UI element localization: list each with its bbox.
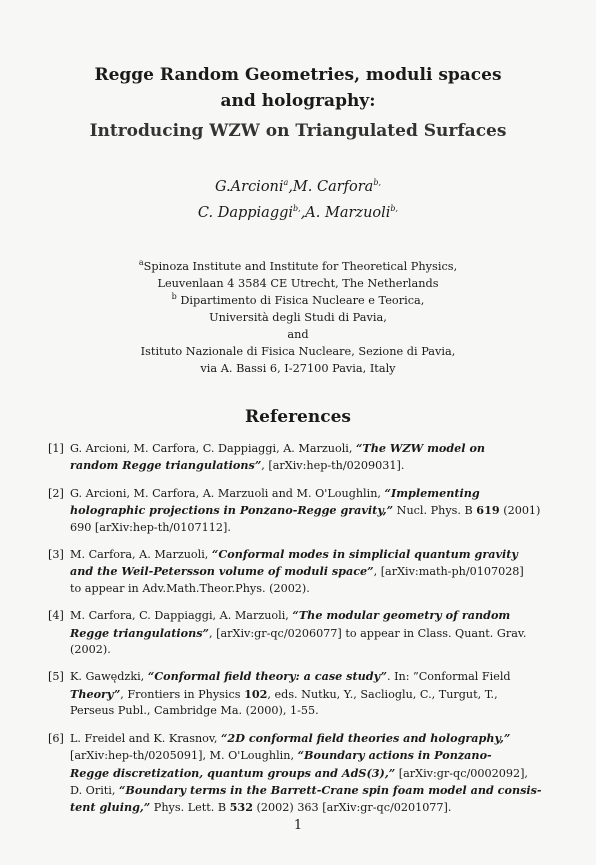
- reference-volume: 102: [244, 686, 268, 701]
- reference-number: [4]: [48, 609, 64, 623]
- reference-3: [48, 546, 548, 597]
- reference-text: Perseus Publ., Cambridge Ma. (2000), 1-55.: [70, 704, 319, 718]
- reference-title: “2D conformal field theories and holography,”: [221, 730, 511, 745]
- author-sup: a: [283, 178, 289, 188]
- reference-title: “The WZW model on: [355, 441, 486, 455]
- references-heading: References: [245, 407, 351, 427]
- affiliation-line: [60, 258, 536, 275]
- author-sup: b,: [390, 204, 399, 214]
- reference-text: M. Carfora, C. Dappiaggi, A. Marzuoli,: [70, 609, 293, 623]
- authors-line-1: [40, 174, 556, 200]
- reference-text: L. Freidel and K. Krasnov,: [70, 731, 221, 745]
- reference-title: Regge discretization, quantum groups and AdS(3),”: [70, 765, 396, 780]
- title-line-2: and holography:: [220, 91, 376, 111]
- reference-text: , [arXiv:hep-th/0209031].: [261, 459, 405, 473]
- reference-title: “The modular geometry of random: [292, 608, 511, 623]
- affiliation-text: Spinoza Institute and Institute for Theoretical Physics,: [143, 260, 458, 273]
- authors-line-2: [40, 200, 556, 226]
- author-sup: b,: [373, 178, 382, 188]
- affiliation-line: via A. Bassi 6, I-27100 Pavia, Italy: [200, 362, 396, 375]
- author-dappiaggi: C. Dappiaggi: [197, 205, 294, 221]
- reference-title: Regge triangulations”: [70, 625, 209, 640]
- author-arcioni: G.Arcioni: [214, 179, 284, 195]
- reference-volume: 532: [229, 800, 253, 815]
- reference-text: 690 [arXiv:hep-th/0107112].: [70, 520, 231, 534]
- reference-title: random Regge triangulations”: [70, 458, 262, 473]
- reference-5: [48, 668, 548, 719]
- title-line-3: Introducing WZW on Triangulated Surfaces: [89, 121, 507, 141]
- reference-text: (2002).: [70, 643, 111, 657]
- reference-text: to appear in Adv.Math.Theor.Phys. (2002).: [70, 581, 310, 595]
- reference-1: [48, 440, 548, 475]
- reference-title: holographic projections in Ponzano-Regge gravity,”: [70, 503, 394, 518]
- affiliation-line: Istituto Nazionale di Fisica Nucleare, Sezione di Pavia,: [140, 345, 456, 358]
- affiliation-line: Università degli Studi di Pavia,: [209, 311, 387, 324]
- reference-number: [2]: [48, 486, 64, 500]
- reference-text: , Frontiers in Physics: [120, 687, 245, 701]
- reference-volume: 619: [476, 503, 500, 518]
- author-marzuoli: ,A. Marzuoli: [300, 205, 391, 221]
- affiliation-sup: a: [138, 258, 144, 268]
- reference-title: and the Weil-Petersson volume of moduli space”: [70, 564, 374, 579]
- affiliation-line: and: [287, 328, 309, 341]
- reference-number: [3]: [48, 548, 64, 562]
- reference-text: , [arXiv:gr-qc/0206077] to appear in Class. Quant. Grav.: [208, 626, 527, 640]
- reference-title: “Conformal modes in simplicial quantum gravity: [211, 547, 518, 562]
- reference-title: “Conformal field theory: a case study”: [147, 669, 387, 684]
- affiliation-sup: b: [171, 292, 177, 302]
- reference-title: “Implementing: [384, 485, 480, 500]
- page-number: 1: [293, 818, 303, 833]
- reference-6: [48, 730, 548, 817]
- affiliation-line: [60, 292, 536, 309]
- reference-text: K. Gawędzki,: [70, 670, 148, 684]
- reference-text: Nucl. Phys. B: [393, 504, 477, 518]
- reference-text: , eds. Nutku, Y., Saclioglu, C., Turgut, T.,: [267, 687, 498, 701]
- reference-text: [arXiv:gr-qc/0002092],: [395, 766, 528, 780]
- reference-number: [5]: [48, 670, 64, 684]
- affiliation-text: Dipartimento di Fisica Nucleare e Teorica,: [176, 294, 425, 307]
- author-carfora: ,M. Carfora: [288, 179, 374, 195]
- reference-2: [48, 485, 548, 536]
- affiliations: [60, 258, 536, 377]
- reference-number: [6]: [48, 731, 64, 745]
- references-list: [48, 440, 548, 827]
- reference-text: [arXiv:hep-th/0205091], M. O'Loughlin,: [70, 749, 298, 763]
- reference-text: (2001): [499, 504, 541, 518]
- reference-text: M. Carfora, A. Marzuoli,: [70, 548, 212, 562]
- reference-text: D. Oriti,: [70, 783, 119, 797]
- reference-text: (2002) 363 [arXiv:gr-qc/0201077].: [253, 801, 452, 815]
- reference-number: [1]: [48, 442, 64, 455]
- reference-text: G. Arcioni, M. Carfora, A. Marzuoli and M. O'Loughlin,: [70, 486, 385, 500]
- reference-text: G. Arcioni, M. Carfora, C. Dappiaggi, A. Marzuoli,: [70, 442, 356, 455]
- reference-title: Theory”: [70, 686, 121, 701]
- reference-title: “Boundary terms in the Barrett-Crane spin foam model and consis-: [118, 782, 542, 797]
- reference-text: . In: ”Conformal Field: [386, 670, 511, 684]
- reference-title: “Boundary actions in Ponzano-: [297, 748, 492, 763]
- title-line-1: Regge Random Geometries, moduli spaces: [94, 65, 502, 85]
- affiliation-line: Leuvenlaan 4 3584 CE Utrecht, The Netherlands: [157, 277, 439, 290]
- author-sup: b,: [293, 204, 301, 214]
- reference-text: Phys. Lett. B: [150, 801, 230, 815]
- reference-4: [48, 607, 548, 658]
- reference-text: , [arXiv:math-ph/0107028]: [373, 565, 524, 579]
- reference-title: tent gluing,”: [70, 800, 151, 815]
